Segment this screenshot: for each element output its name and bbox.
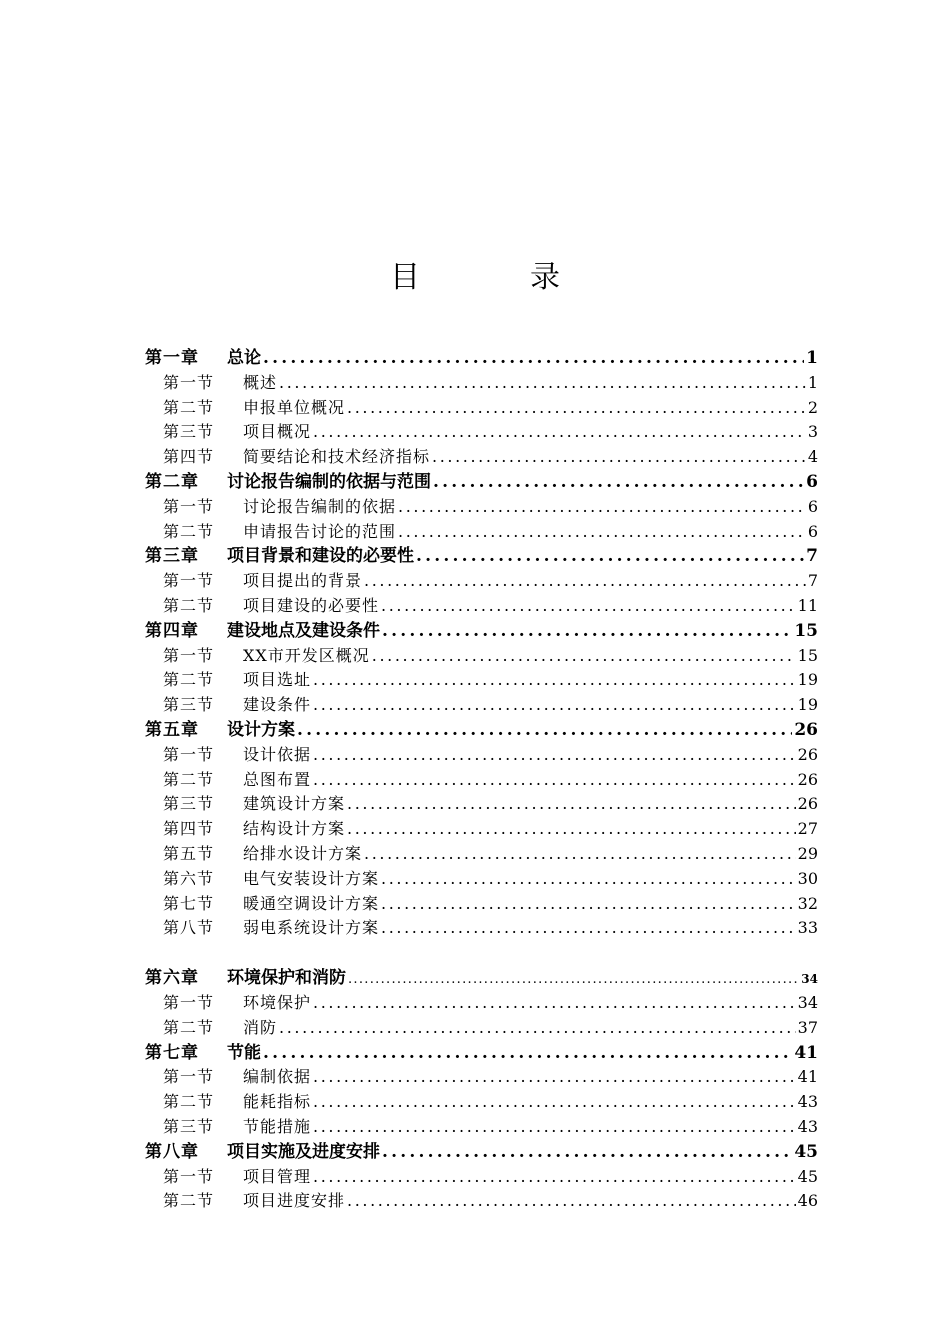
toc-page-number: 43 bbox=[797, 1116, 818, 1136]
toc-page-number: 1 bbox=[806, 348, 818, 368]
toc-page-number: 30 bbox=[797, 868, 818, 888]
toc-section-entry[interactable] bbox=[145, 1115, 818, 1140]
toc-page-number: 26 bbox=[797, 769, 818, 789]
toc-section-entry[interactable] bbox=[145, 495, 818, 520]
toc-leader-dots bbox=[364, 569, 806, 594]
toc-entry-title: 项目选址 bbox=[243, 670, 312, 690]
toc-section-entry[interactable] bbox=[145, 916, 818, 941]
toc-entry-number: 第二节 bbox=[163, 397, 215, 417]
toc-section-entry[interactable] bbox=[145, 817, 818, 842]
toc-page-number: 33 bbox=[797, 918, 818, 938]
toc-section-entry[interactable] bbox=[145, 1090, 818, 1115]
toc-page-number: 4 bbox=[807, 447, 818, 467]
toc-section-entry[interactable] bbox=[145, 1065, 818, 1090]
toc-chapter-entry[interactable] bbox=[145, 619, 818, 644]
toc-chapter-entry[interactable] bbox=[145, 470, 818, 495]
toc-entry-title: 申报单位概况 bbox=[243, 397, 346, 417]
toc-leader-dots bbox=[313, 991, 796, 1016]
toc-leader-dots bbox=[364, 842, 796, 867]
toc-entry-number: 第五节 bbox=[163, 843, 215, 863]
toc-entry-title: 能耗指标 bbox=[243, 1092, 312, 1112]
toc-leader-dots bbox=[398, 495, 806, 520]
toc-page-number: 19 bbox=[797, 695, 818, 715]
toc-leader-dots bbox=[313, 1090, 796, 1115]
toc-entry-number: 第二章 bbox=[145, 471, 199, 492]
toc-entry-number: 第八节 bbox=[163, 918, 215, 938]
toc-entry-number: 第一节 bbox=[163, 372, 215, 392]
toc-entry-number: 第三节 bbox=[163, 1116, 215, 1136]
toc-leader-dots bbox=[313, 693, 796, 718]
toc-leader-dots bbox=[279, 1016, 796, 1041]
toc-entry-number: 第二节 bbox=[163, 1017, 215, 1037]
toc-page-number: 26 bbox=[797, 744, 818, 764]
toc-section-entry[interactable] bbox=[145, 892, 818, 917]
toc-page-number: 6 bbox=[807, 496, 818, 516]
toc-leader-dots bbox=[433, 470, 804, 495]
toc-section-entry[interactable] bbox=[145, 991, 818, 1016]
toc-page-number: 2 bbox=[807, 397, 818, 417]
toc-leader-dots bbox=[313, 420, 806, 445]
toc-entry-title: 节能 bbox=[227, 1042, 261, 1063]
toc-entry-title: 项目建设的必要性 bbox=[243, 595, 380, 615]
toc-entry-title: 申请报告讨论的范围 bbox=[243, 521, 397, 541]
toc-page-number: 34 bbox=[801, 972, 818, 987]
toc-entry-title: 建设地点及建设条件 bbox=[227, 620, 380, 641]
toc-entry-number: 第七章 bbox=[145, 1042, 199, 1063]
toc-leader-dots bbox=[347, 396, 806, 421]
toc-leader-dots bbox=[381, 892, 796, 917]
toc-page-number: 41 bbox=[794, 1042, 818, 1063]
toc-leader-dots bbox=[347, 1189, 796, 1214]
toc-section-entry[interactable] bbox=[145, 668, 818, 693]
toc-entry-number: 第一节 bbox=[163, 571, 215, 591]
toc-entry-title: 结构设计方案 bbox=[243, 819, 346, 839]
toc-leader-dots bbox=[347, 792, 796, 817]
toc-entry-title: 项目背景和建设的必要性 bbox=[227, 546, 414, 567]
toc-entry-title: 项目实施及进度安排 bbox=[227, 1141, 380, 1162]
toc-section-entry[interactable] bbox=[145, 867, 818, 892]
toc-entry-title: 项目提出的背景 bbox=[243, 571, 363, 591]
toc-entry-number: 第二节 bbox=[163, 670, 215, 690]
toc-entry-title: XX市开发区概况 bbox=[243, 645, 370, 665]
toc-entry-title: 建筑设计方案 bbox=[243, 794, 346, 814]
toc-leader-dots bbox=[381, 867, 796, 892]
toc-section-entry[interactable] bbox=[145, 644, 818, 669]
toc-section-entry[interactable] bbox=[145, 371, 818, 396]
toc-entry-title: 暖通空调设计方案 bbox=[243, 893, 380, 913]
toc-entry-title: 电气安装设计方案 bbox=[243, 868, 380, 888]
toc-page-number: 3 bbox=[807, 422, 818, 442]
toc-chapter-entry[interactable] bbox=[145, 966, 818, 991]
toc-section-entry[interactable] bbox=[145, 396, 818, 421]
toc-leader-dots bbox=[432, 445, 806, 470]
toc-entry-title: 环境保护 bbox=[243, 992, 312, 1012]
toc-page-number: 46 bbox=[797, 1191, 818, 1211]
toc-entry-number: 第五章 bbox=[145, 719, 199, 740]
toc-page-number: 19 bbox=[797, 670, 818, 690]
toc-leader-dots bbox=[382, 1140, 792, 1165]
toc-section-entry[interactable] bbox=[145, 1189, 818, 1214]
toc-chapter-entry[interactable] bbox=[145, 346, 818, 371]
toc-entry-title: 项目管理 bbox=[243, 1166, 312, 1186]
toc-section-entry[interactable] bbox=[145, 1165, 818, 1190]
toc-entry-number: 第六节 bbox=[163, 868, 215, 888]
toc-entry-title: 建设条件 bbox=[243, 695, 312, 715]
toc-entry-title: 设计方案 bbox=[227, 719, 295, 740]
toc-entry-number: 第七节 bbox=[163, 893, 215, 913]
toc-entry-title: 编制依据 bbox=[243, 1067, 312, 1087]
toc-section-entry[interactable] bbox=[145, 743, 818, 768]
toc-entry-number: 第三章 bbox=[145, 546, 199, 567]
toc-page-number: 43 bbox=[797, 1092, 818, 1112]
toc-entry-title: 概述 bbox=[243, 372, 278, 392]
toc-entry-number: 第一节 bbox=[163, 744, 215, 764]
toc-page-number: 6 bbox=[807, 521, 818, 541]
toc-leader-dots bbox=[313, 1065, 796, 1090]
toc-entry-title: 总论 bbox=[227, 348, 261, 368]
toc-entry-number: 第四节 bbox=[163, 819, 215, 839]
toc-section-entry[interactable] bbox=[145, 842, 818, 867]
toc-page-number: 11 bbox=[797, 595, 818, 615]
toc-leader-dots bbox=[313, 1115, 796, 1140]
toc-chapter-entry[interactable] bbox=[145, 718, 818, 743]
toc-page-number: 41 bbox=[797, 1067, 818, 1087]
toc-entry-title: 项目进度安排 bbox=[243, 1191, 346, 1211]
toc-entry-number: 第一节 bbox=[163, 992, 215, 1012]
toc-leader-dots bbox=[313, 743, 796, 768]
toc-leader-dots bbox=[348, 968, 799, 991]
toc-leader-dots bbox=[313, 768, 796, 793]
toc-entry-title: 总图布置 bbox=[243, 769, 312, 789]
toc-entry-number: 第一章 bbox=[145, 348, 199, 368]
toc-entry-number: 第二节 bbox=[163, 1191, 215, 1211]
toc-section-entry[interactable] bbox=[145, 792, 818, 817]
toc-entry-title: 讨论报告编制的依据与范围 bbox=[227, 471, 431, 492]
toc-leader-dots bbox=[416, 544, 804, 569]
toc-entry-number: 第三节 bbox=[163, 695, 215, 715]
toc-page-number: 1 bbox=[807, 372, 818, 392]
toc-entry-number: 第三节 bbox=[163, 422, 215, 442]
toc-section-entry[interactable] bbox=[145, 569, 818, 594]
toc-leader-dots bbox=[372, 644, 796, 669]
toc-leader-dots bbox=[263, 1041, 792, 1066]
toc-page-number: 26 bbox=[797, 794, 818, 814]
toc-entry-number: 第三节 bbox=[163, 794, 215, 814]
table-of-contents bbox=[145, 346, 818, 1214]
toc-entry-number: 第二节 bbox=[163, 769, 215, 789]
toc-chapter-entry[interactable] bbox=[145, 544, 818, 569]
toc-entry-number: 第一节 bbox=[163, 1067, 215, 1087]
toc-leader-dots bbox=[381, 594, 796, 619]
toc-leader-dots bbox=[279, 371, 806, 396]
toc-leader-dots bbox=[398, 520, 806, 545]
toc-chapter-entry[interactable] bbox=[145, 1140, 818, 1165]
toc-page-number: 7 bbox=[807, 571, 818, 591]
toc-section-entry[interactable] bbox=[145, 420, 818, 445]
toc-leader-dots bbox=[347, 817, 796, 842]
toc-section-entry[interactable] bbox=[145, 693, 818, 718]
toc-leader-dots bbox=[263, 346, 804, 371]
toc-section-entry[interactable] bbox=[145, 1016, 818, 1041]
toc-leader-dots bbox=[313, 668, 796, 693]
toc-entry-number: 第四节 bbox=[163, 447, 215, 467]
toc-leader-dots bbox=[381, 916, 796, 941]
toc-entry-number: 第四章 bbox=[145, 620, 199, 641]
toc-page-number: 29 bbox=[797, 843, 818, 863]
toc-leader-dots bbox=[297, 718, 792, 743]
toc-entry-title: 设计依据 bbox=[243, 744, 312, 764]
toc-entry-title: 消防 bbox=[243, 1017, 278, 1037]
toc-chapter-entry[interactable] bbox=[145, 1041, 818, 1066]
toc-entry-title: 环境保护和消防 bbox=[227, 968, 346, 989]
toc-leader-dots bbox=[382, 619, 792, 644]
toc-section-entry[interactable] bbox=[145, 594, 818, 619]
toc-page-number: 34 bbox=[797, 992, 818, 1012]
toc-entry-title: 节能措施 bbox=[243, 1116, 312, 1136]
toc-entry-number: 第一节 bbox=[163, 496, 215, 516]
toc-page-number: 7 bbox=[806, 546, 818, 567]
toc-entry-title: 给排水设计方案 bbox=[243, 843, 363, 863]
toc-section-entry[interactable] bbox=[145, 768, 818, 793]
toc-section-entry[interactable] bbox=[145, 445, 818, 470]
toc-entry-number: 第六章 bbox=[145, 968, 199, 989]
toc-page-number: 45 bbox=[794, 1141, 818, 1162]
toc-page-number: 32 bbox=[797, 893, 818, 913]
toc-page-number: 15 bbox=[794, 620, 818, 641]
toc-entry-number: 第一节 bbox=[163, 1166, 215, 1186]
toc-entry-number: 第二节 bbox=[163, 1092, 215, 1112]
toc-page-number: 26 bbox=[794, 719, 818, 740]
toc-page-number: 6 bbox=[806, 471, 818, 492]
toc-page-number: 45 bbox=[797, 1166, 818, 1186]
toc-entry-title: 项目概况 bbox=[243, 422, 312, 442]
toc-page-number: 37 bbox=[797, 1017, 818, 1037]
toc-entry-number: 第八章 bbox=[145, 1141, 199, 1162]
toc-page-number: 27 bbox=[797, 819, 818, 839]
toc-entry-number: 第一节 bbox=[163, 645, 215, 665]
page-title: 目 录 bbox=[390, 260, 600, 295]
toc-entry-number: 第二节 bbox=[163, 521, 215, 541]
toc-entry-number: 第二节 bbox=[163, 595, 215, 615]
toc-leader-dots bbox=[313, 1165, 796, 1190]
toc-entry-title: 简要结论和技术经济指标 bbox=[243, 447, 431, 467]
toc-entry-title: 弱电系统设计方案 bbox=[243, 918, 380, 938]
toc-section-entry[interactable] bbox=[145, 520, 818, 545]
toc-entry-title: 讨论报告编制的依据 bbox=[243, 496, 397, 516]
toc-page-number: 15 bbox=[797, 645, 818, 665]
